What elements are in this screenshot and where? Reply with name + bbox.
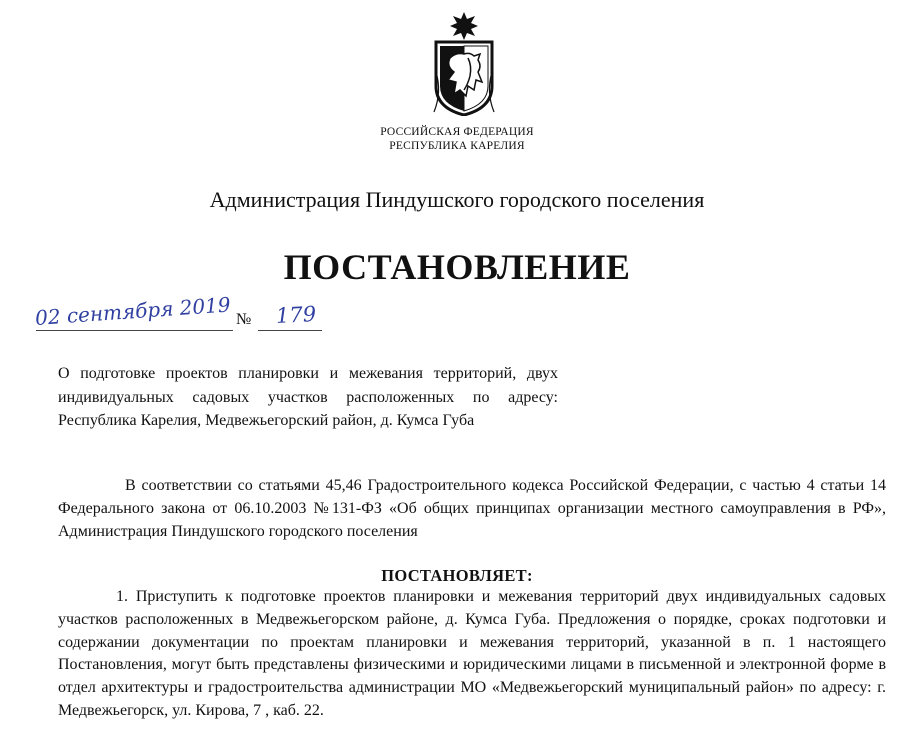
document-header bbox=[0, 125, 914, 153]
resolves-heading: ПОСТАНОВЛЯЕТ: bbox=[381, 566, 533, 585]
star-icon bbox=[450, 12, 478, 40]
date-underline bbox=[36, 330, 233, 331]
preamble-paragraph: В соответствии со статьями 45,46 Градостроительного кодекса Российской Федерации, с частью 4 статьи 14 Федерального закона от 06.10.2003 №131-ФЗ «Об общих принципах организации местного самоуправления в РФ», Администрация Пиндушского городского поселения bbox=[58, 477, 886, 540]
number-underline bbox=[258, 330, 322, 331]
handwritten-date: 02 сентября 2019 bbox=[34, 292, 232, 330]
administration-name: Администрация Пиндушского городского поселения bbox=[209, 187, 705, 212]
document-subject: О подготовке проектов планировки и межевания территорий, двух индивидуальных садовых участков расположенных по адресу: Республика Карелия, Медвежьегорский район, д. Кумса Губа bbox=[58, 365, 558, 429]
resolution-item-1 bbox=[58, 586, 886, 723]
number-label: № bbox=[236, 311, 252, 328]
country-name: РОССИЙСКАЯ ФЕДЕРАЦИЯ bbox=[380, 126, 534, 138]
document-preamble bbox=[58, 474, 886, 543]
handwritten-number: 179 bbox=[275, 301, 317, 329]
date-number-row bbox=[34, 292, 356, 336]
item-1-text: 1. Приступить к подготовке проектов планировки и межевания территорий двух индивидуальных садовых участков расположенных в Медвежьегорском районе, д. Кумса Губа. Предложения о порядке, сроках подготовки и содержании документации по проектам планировки и межевания территорий, указанной в п. 1 настоящего Постановления, могут быть представлены физическими и юридическими лицами в письменной и электронной форме в отдел архитектуры и градостроительства администрации МО «Медвежьегорский муниципальный район» по адресу: г. Медвежьегорск, ул. Кирова, 7 , каб. 22. bbox=[58, 588, 886, 719]
republic-name: РЕСПУБЛИКА КАРЕЛИЯ bbox=[389, 140, 525, 152]
document-title: ПОСТАНОВЛЕНИЕ bbox=[283, 247, 631, 287]
coat-of-arms-emblem bbox=[432, 12, 496, 116]
